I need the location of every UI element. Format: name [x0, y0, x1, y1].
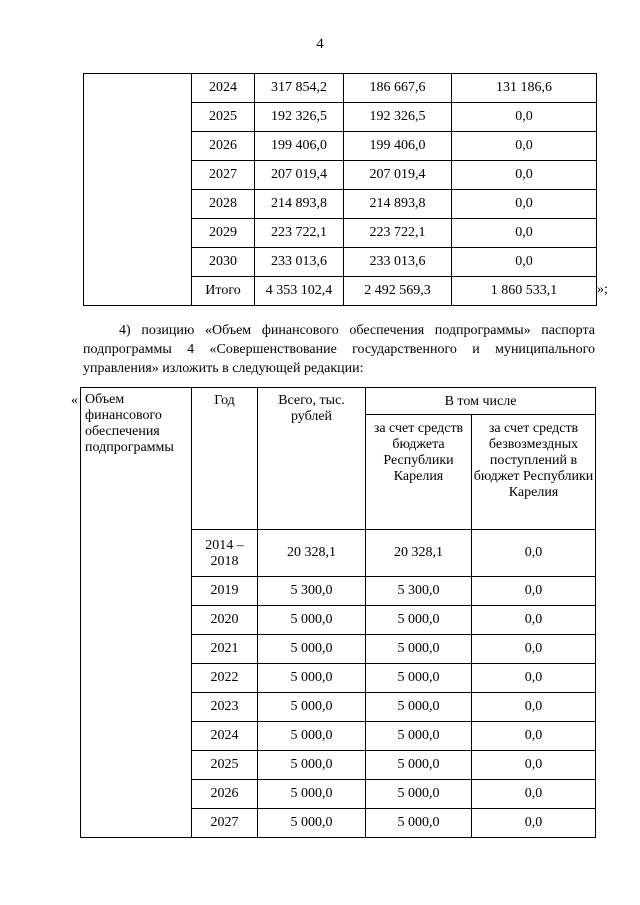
total-cell: 5 000,0	[258, 751, 366, 780]
year-cell: 2026	[192, 780, 258, 809]
budget-cell: 207 019,4	[344, 161, 452, 190]
budget-cell: 5 000,0	[366, 780, 472, 809]
year-header: Год	[192, 388, 258, 530]
total-cell: 5 000,0	[258, 809, 366, 838]
budget-cell: 192 326,5	[344, 103, 452, 132]
year-cell: 2024	[192, 74, 255, 103]
total-cell: 20 328,1	[258, 530, 366, 577]
year-cell: 2019	[192, 577, 258, 606]
total-header: Всего, тыс. рублей	[258, 388, 366, 530]
budget-cell: 5 000,0	[366, 722, 472, 751]
year-cell: 2023	[192, 693, 258, 722]
total-cell: 233 013,6	[255, 248, 344, 277]
total-cell: 214 893,8	[255, 190, 344, 219]
year-cell: 2014 – 2018	[192, 530, 258, 577]
year-cell: 2021	[192, 635, 258, 664]
year-cell: 2026	[192, 132, 255, 161]
grants-cell: 0,0	[472, 635, 596, 664]
year-cell: 2025	[192, 103, 255, 132]
budget-cell: 5 300,0	[366, 577, 472, 606]
total-cell: 317 854,2	[255, 74, 344, 103]
grants-cell: 0,0	[472, 780, 596, 809]
grants-cell: 0,0	[452, 219, 597, 248]
grants-cell: 0,0	[472, 664, 596, 693]
grants-cell: 0,0	[452, 132, 597, 161]
budget-cell: 233 013,6	[344, 248, 452, 277]
total-cell: 5 000,0	[258, 635, 366, 664]
total-cell: 5 300,0	[258, 577, 366, 606]
year-cell: 2024	[192, 722, 258, 751]
year-cell: 2022	[192, 664, 258, 693]
total-cell: 5 000,0	[258, 606, 366, 635]
total-cell: 199 406,0	[255, 132, 344, 161]
budget-cell: 223 722,1	[344, 219, 452, 248]
year-cell: 2020	[192, 606, 258, 635]
year-cell: Итого	[192, 277, 255, 306]
budget-cell: 5 000,0	[366, 664, 472, 693]
year-cell: 2027	[192, 809, 258, 838]
grants-cell: 0,0	[472, 606, 596, 635]
grants-cell: 0,0	[452, 248, 597, 277]
grants-cell: 131 186,6	[452, 74, 597, 103]
total-cell: 5 000,0	[258, 722, 366, 751]
page-number: 4	[316, 36, 324, 52]
grants-cell: 0,0	[472, 693, 596, 722]
table-row	[84, 74, 597, 103]
budget-cell: 5 000,0	[366, 606, 472, 635]
budget-cell: 20 328,1	[366, 530, 472, 577]
year-cell: 2029	[192, 219, 255, 248]
budget-cell: 214 893,8	[344, 190, 452, 219]
year-cell: 2025	[192, 751, 258, 780]
budget-cell: 5 000,0	[366, 693, 472, 722]
grants-cell: 0,0	[452, 190, 597, 219]
subprogram-financing-table	[80, 387, 596, 838]
budget-cell: 186 667,6	[344, 74, 452, 103]
subprogram-financing-label: Объем финансового обеспечения подпрограммы	[81, 388, 192, 838]
budget-cell: 5 000,0	[366, 751, 472, 780]
grants-cell: 0,0	[472, 577, 596, 606]
total-cell: 4 353 102,4	[255, 277, 344, 306]
total-cell: 223 722,1	[255, 219, 344, 248]
grants-header: за счет средств безвозмездных поступлений в бюджет Республики Карелия	[472, 415, 596, 530]
total-cell: 5 000,0	[258, 693, 366, 722]
budget-cell: 2 492 569,3	[344, 277, 452, 306]
total-cell: 192 326,5	[255, 103, 344, 132]
budget-cell: 199 406,0	[344, 132, 452, 161]
total-cell: 207 019,4	[255, 161, 344, 190]
budget-cell: 5 000,0	[366, 809, 472, 838]
grants-cell: 0,0	[472, 722, 596, 751]
grants-cell: 0,0	[452, 103, 597, 132]
total-cell: 5 000,0	[258, 664, 366, 693]
opening-quote-mark: «	[71, 393, 78, 408]
amendment-paragraph: 4) позицию «Объем финансового обеспечения подпрограммы» паспорта подпрограммы 4 «Совершенствование государственного и муниципального управления» изложить в следующей редакции:	[83, 323, 595, 376]
financing-table-continuation	[83, 73, 597, 306]
grants-cell: 1 860 533,1	[452, 277, 597, 306]
closing-quote-mark: »;	[597, 282, 608, 297]
year-cell: 2030	[192, 248, 255, 277]
year-cell: 2027	[192, 161, 255, 190]
grants-cell: 0,0	[452, 161, 597, 190]
total-cell: 5 000,0	[258, 780, 366, 809]
grants-cell: 0,0	[472, 809, 596, 838]
empty-label-cell	[84, 74, 192, 306]
budget-header: за счет средств бюджета Республики Карелия	[366, 415, 472, 530]
including-header: В том числе	[366, 388, 596, 415]
grants-cell: 0,0	[472, 751, 596, 780]
grants-cell: 0,0	[472, 530, 596, 577]
year-cell: 2028	[192, 190, 255, 219]
budget-cell: 5 000,0	[366, 635, 472, 664]
